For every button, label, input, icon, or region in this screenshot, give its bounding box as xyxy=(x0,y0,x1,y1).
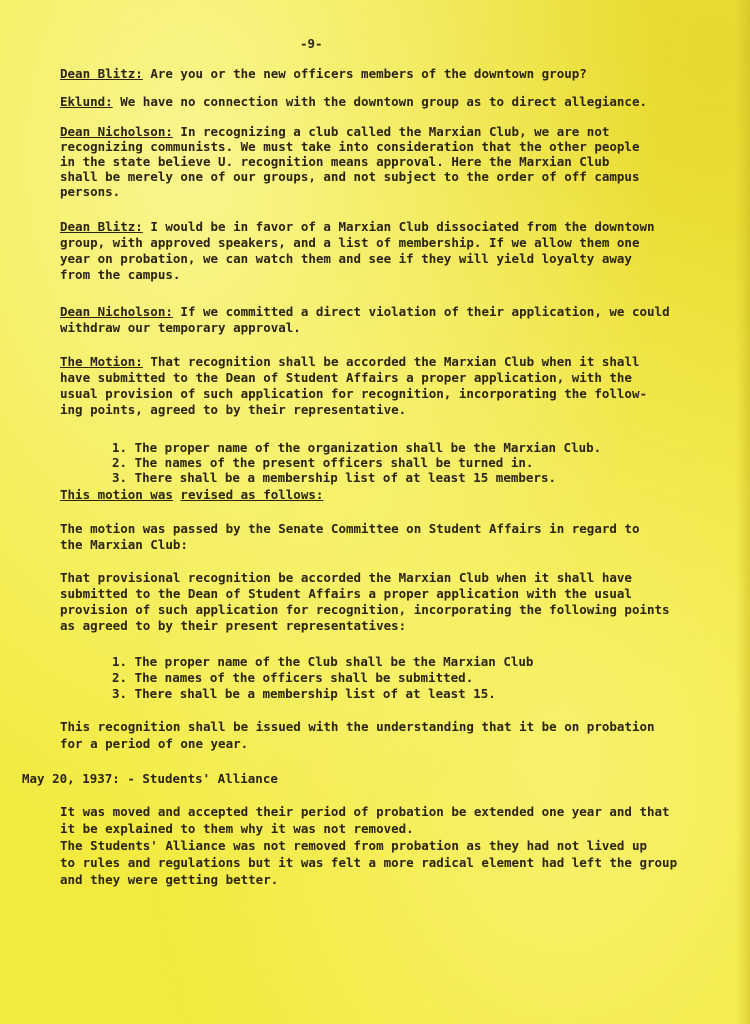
line xyxy=(60,66,730,81)
text: If we committed a direct violation of their application, we could xyxy=(180,304,670,319)
line: recognizing communists. We must take into consideration that the other people xyxy=(60,139,640,154)
text: Are you or the new officers members of the downtown group? xyxy=(150,66,587,81)
line: from the campus. xyxy=(60,267,181,282)
line: have submitted to the Dean of Student Affairs a proper application, with the xyxy=(60,370,632,385)
text: revised as follows: xyxy=(180,487,324,502)
text: In recognizing a club called the Marxian Club, we are not xyxy=(180,124,610,139)
scan-edge-shadow xyxy=(736,0,750,1024)
line: It was moved and accepted their period of probation be extended one year and that xyxy=(60,804,670,819)
text: This motion was xyxy=(60,487,173,502)
line: The Students' Alliance was not removed from probation as they had not lived up xyxy=(60,838,647,853)
line: as agreed to by their present representatives: xyxy=(60,618,407,633)
speaker-label: Dean Blitz: xyxy=(60,219,143,234)
line: provision of such application for recognition, incorporating the following points xyxy=(60,602,670,617)
text: I would be in favor of a Marxian Club dissociated from the downtown xyxy=(150,219,655,234)
list-item: 2. The names of the present officers shall be turned in. xyxy=(112,455,534,470)
speaker-label: Eklund: xyxy=(60,94,113,109)
text: We have no connection with the downtown group as to direct allegiance. xyxy=(120,94,648,109)
list-item: 1. The proper name of the Club shall be the Marxian Club xyxy=(112,654,534,669)
line: the Marxian Club: xyxy=(60,537,188,552)
list-item: 3. There shall be a membership list of at least 15. xyxy=(112,686,496,701)
line: for a period of one year. xyxy=(60,736,249,751)
line: The motion was passed by the Senate Committee on Student Affairs in regard to xyxy=(60,521,640,536)
speaker-label: Dean Nicholson: xyxy=(60,124,173,139)
list-item: 2. The names of the officers shall be submitted. xyxy=(112,670,474,685)
page-number: -9- xyxy=(300,36,323,51)
list-item: 3. There shall be a membership list of at least 15 members. xyxy=(112,470,557,485)
line: usual provision of such application for recognition, incorporating the follow- xyxy=(60,386,647,401)
line xyxy=(60,219,730,234)
line: This recognition shall be issued with the understanding that it be on probation xyxy=(60,719,655,734)
line: it be explained to them why it was not removed. xyxy=(60,821,414,836)
speaker-label: Dean Blitz: xyxy=(60,66,143,81)
line: That provisional recognition be accorded the Marxian Club when it shall have xyxy=(60,570,632,585)
line: year on probation, we can watch them and see if they will yield loyalty away xyxy=(60,251,632,266)
line xyxy=(60,304,730,319)
list-item: 1. The proper name of the organization shall be the Marxian Club. xyxy=(112,440,602,455)
line: group, with approved speakers, and a list of membership. If we allow them one xyxy=(60,235,640,250)
line: and they were getting better. xyxy=(60,872,279,887)
line: ing points, agreed to by their representative. xyxy=(60,402,407,417)
line: to rules and regulations but it was felt a more radical element had left the group xyxy=(60,855,678,870)
line xyxy=(60,354,730,369)
line xyxy=(60,487,730,502)
line: submitted to the Dean of Student Affairs a proper application with the usual xyxy=(60,586,632,601)
speaker-label: The Motion: xyxy=(60,354,143,369)
line: in the state believe U. recognition means approval. Here the Marxian Club xyxy=(60,154,610,169)
speaker-label: Dean Nicholson: xyxy=(60,304,173,319)
line xyxy=(60,124,730,139)
line: persons. xyxy=(60,184,121,199)
line: withdraw our temporary approval. xyxy=(60,320,301,335)
text: That recognition shall be accorded the Marxian Club when it shall xyxy=(150,354,640,369)
date-heading: May 20, 1937: - Students' Alliance xyxy=(22,771,278,786)
line xyxy=(60,94,730,109)
line: shall be merely one of our groups, and not subject to the order of off campus xyxy=(60,169,640,184)
